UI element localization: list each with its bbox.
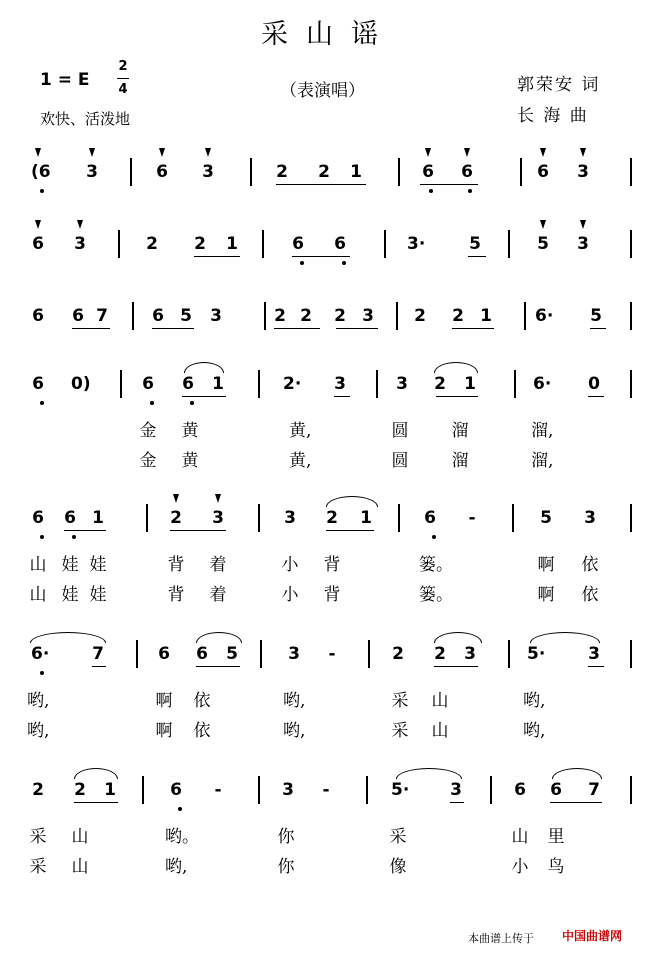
- note: 6: [64, 508, 76, 528]
- lyric-syllable: 背: [323, 555, 341, 575]
- slur: [184, 362, 224, 373]
- lyric-syllable: 娃: [89, 555, 107, 575]
- note: 6: [32, 374, 44, 394]
- note: 6·: [31, 644, 50, 664]
- note: 2: [326, 508, 338, 528]
- note: -: [468, 508, 476, 528]
- note: 5·: [527, 644, 546, 664]
- lower-octave-dot: [40, 671, 44, 675]
- beam-underline: [326, 530, 374, 531]
- beam-underline: [336, 328, 378, 329]
- note: 3: [584, 508, 596, 528]
- note: -: [328, 644, 336, 664]
- lower-octave-dot: [178, 807, 182, 811]
- lyric-syllable: 着: [209, 585, 227, 605]
- lyric-syllable: 哟,: [523, 691, 546, 711]
- note: 6: [514, 780, 526, 800]
- note: 3: [288, 644, 300, 664]
- note: 6: [424, 508, 436, 528]
- note: 6: [182, 374, 194, 394]
- note: 3: [202, 162, 214, 182]
- lyric-syllable: 采: [389, 827, 407, 847]
- note: 6·: [533, 374, 552, 394]
- note: 0): [71, 374, 91, 394]
- note: 5: [537, 234, 549, 254]
- beam-underline: [276, 184, 366, 185]
- accent-mark: [464, 148, 470, 157]
- lower-octave-dot: [300, 261, 304, 265]
- lower-octave-dot: [342, 261, 346, 265]
- note: 3: [284, 508, 296, 528]
- slur: [552, 768, 602, 779]
- note: 3: [74, 234, 86, 254]
- lyric-syllable: 背: [167, 555, 185, 575]
- bar-line: [142, 776, 144, 804]
- note: 3: [588, 644, 600, 664]
- bar-line: [630, 158, 632, 186]
- beam-underline: [274, 328, 320, 329]
- lyric-syllable: 你: [277, 857, 295, 877]
- slur: [30, 632, 106, 643]
- lower-octave-dot: [432, 535, 436, 539]
- lyric-syllable: 黄,: [289, 421, 312, 441]
- note: 6: [461, 162, 473, 182]
- lyric-syllable: 哟,: [27, 691, 50, 711]
- lyric-syllable: 黄: [181, 421, 199, 441]
- upload-note: 本曲谱上传于: [468, 932, 534, 945]
- lyric-syllable: 背: [167, 585, 185, 605]
- note: 2: [74, 780, 86, 800]
- lyric-syllable: 圆: [391, 451, 409, 471]
- lyric-syllable: 哟,: [283, 721, 306, 741]
- slur: [74, 768, 118, 779]
- note: 1: [360, 508, 372, 528]
- beam-underline: [590, 328, 606, 329]
- beam-underline: [450, 802, 464, 803]
- note: 5: [590, 306, 602, 326]
- note: 2: [318, 162, 330, 182]
- lyric-syllable: 采: [29, 857, 47, 877]
- lyric-syllable: 依: [581, 555, 599, 575]
- accent-mark: [215, 494, 221, 503]
- tempo-marking: 欢快、活泼地: [40, 110, 131, 128]
- note: 6: [32, 306, 44, 326]
- beam-underline: [194, 256, 240, 257]
- note: 2: [276, 162, 288, 182]
- bar-line: [366, 776, 368, 804]
- note: 3: [334, 374, 346, 394]
- note: 6: [156, 162, 168, 182]
- lyric-syllable: 篓。: [419, 585, 453, 605]
- note: 6: [142, 374, 154, 394]
- beam-underline: [182, 396, 226, 397]
- accent-mark: [173, 494, 179, 503]
- bar-line: [630, 230, 632, 258]
- beam-underline: [434, 666, 478, 667]
- lower-octave-dot: [40, 401, 44, 405]
- note: 2: [300, 306, 312, 326]
- beam-underline: [152, 328, 194, 329]
- lyric-syllable: 溜: [451, 421, 469, 441]
- note: 1: [92, 508, 104, 528]
- lyric-syllable: 小: [281, 555, 299, 575]
- note: 2: [334, 306, 346, 326]
- bar-line: [262, 230, 264, 258]
- bar-line: [524, 302, 526, 330]
- beam-underline: [588, 666, 604, 667]
- lyric-syllable: 依: [193, 721, 211, 741]
- bar-line: [630, 504, 632, 532]
- beam-underline: [334, 396, 350, 397]
- lyric-syllable: 娃: [61, 585, 79, 605]
- accent-mark: [35, 220, 41, 229]
- lyric-syllable: 鸟: [547, 857, 565, 877]
- lower-octave-dot: [40, 189, 44, 193]
- note: 3: [212, 508, 224, 528]
- bar-line: [514, 370, 516, 398]
- lyric-syllable: 篓。: [419, 555, 453, 575]
- bar-line: [630, 776, 632, 804]
- beam-underline: [550, 802, 602, 803]
- lyric-syllable: 你: [277, 827, 295, 847]
- beam-underline: [420, 184, 478, 185]
- lyric-syllable: 山: [71, 827, 89, 847]
- note: 3: [210, 306, 222, 326]
- bar-line: [264, 302, 266, 330]
- note: 5: [469, 234, 481, 254]
- bar-line: [250, 158, 252, 186]
- time-signature-bottom: 4: [118, 82, 128, 97]
- lyric-syllable: 溜,: [531, 421, 554, 441]
- accent-mark: [159, 148, 165, 157]
- accent-mark: [77, 220, 83, 229]
- note: 1: [464, 374, 476, 394]
- beam-underline: [436, 396, 478, 397]
- lyric-syllable: 采: [29, 827, 47, 847]
- accent-mark: [205, 148, 211, 157]
- note: 1: [350, 162, 362, 182]
- bar-line: [130, 158, 132, 186]
- lyric-syllable: 哟,: [165, 857, 188, 877]
- time-signature: [117, 56, 129, 101]
- beam-underline: [292, 256, 350, 257]
- lyric-syllable: 像: [389, 857, 407, 877]
- note: 3·: [407, 234, 426, 254]
- bar-line: [398, 504, 400, 532]
- lyric-syllable: 哟,: [283, 691, 306, 711]
- lyric-syllable: 依: [193, 691, 211, 711]
- note: 6: [32, 508, 44, 528]
- note: 0: [588, 374, 600, 394]
- note: 3: [577, 162, 589, 182]
- accent-mark: [540, 148, 546, 157]
- note: 3: [362, 306, 374, 326]
- lyric-syllable: 黄,: [289, 451, 312, 471]
- lower-octave-dot: [150, 401, 154, 405]
- lyric-syllable: 哟,: [27, 721, 50, 741]
- lyric-syllable: 里: [547, 827, 565, 847]
- note: 6: [158, 644, 170, 664]
- lyric-syllable: 山: [511, 827, 529, 847]
- lyric-syllable: 娃: [89, 585, 107, 605]
- note: -: [322, 780, 330, 800]
- accent-mark: [425, 148, 431, 157]
- lyric-syllable: 娃: [61, 555, 79, 575]
- bar-line: [398, 158, 400, 186]
- lower-octave-dot: [40, 535, 44, 539]
- bar-line: [512, 504, 514, 532]
- lyric-syllable: 啊: [537, 555, 555, 575]
- note: 6: [334, 234, 346, 254]
- bar-line: [258, 370, 260, 398]
- slur: [326, 496, 378, 507]
- bar-line: [146, 504, 148, 532]
- slur: [530, 632, 600, 643]
- note: 2: [194, 234, 206, 254]
- lyric-syllable: 溜,: [531, 451, 554, 471]
- note: 6: [537, 162, 549, 182]
- note: -: [214, 780, 222, 800]
- beam-underline: [170, 530, 226, 531]
- lyric-syllable: 溜: [451, 451, 469, 471]
- bar-line: [396, 302, 398, 330]
- note: 6: [32, 234, 44, 254]
- note: 1: [212, 374, 224, 394]
- lyric-syllable: 依: [581, 585, 599, 605]
- bar-line: [368, 640, 370, 668]
- accent-mark: [35, 148, 41, 157]
- lyric-syllable: 金: [139, 451, 157, 471]
- note: 1: [104, 780, 116, 800]
- site-logo: 中国曲谱网: [562, 929, 623, 943]
- note: 7: [92, 644, 104, 664]
- lower-octave-dot: [190, 401, 194, 405]
- note: 1: [226, 234, 238, 254]
- bar-line: [508, 230, 510, 258]
- lyric-syllable: 山: [431, 721, 449, 741]
- note: 1: [480, 306, 492, 326]
- lyric-syllable: 金: [139, 421, 157, 441]
- note: 3: [282, 780, 294, 800]
- lower-octave-dot: [429, 189, 433, 193]
- beam-underline: [196, 666, 240, 667]
- note: 2: [274, 306, 286, 326]
- bar-line: [490, 776, 492, 804]
- accent-mark: [580, 220, 586, 229]
- lower-octave-dot: [72, 535, 76, 539]
- slur: [434, 362, 478, 373]
- note: 6: [292, 234, 304, 254]
- bar-line: [520, 158, 522, 186]
- note: 6: [170, 780, 182, 800]
- bar-line: [384, 230, 386, 258]
- note: 2: [434, 374, 446, 394]
- note: 2: [392, 644, 404, 664]
- lower-octave-dot: [468, 189, 472, 193]
- lyric-syllable: 背: [323, 585, 341, 605]
- lyric-syllable: 黄: [181, 451, 199, 471]
- beam-underline: [74, 802, 118, 803]
- note: 5: [226, 644, 238, 664]
- lyric-syllable: 采: [391, 691, 409, 711]
- bar-line: [630, 302, 632, 330]
- lyricist-credit: 郭荣安 词: [517, 75, 601, 95]
- lyric-syllable: 采: [391, 721, 409, 741]
- note: 6: [422, 162, 434, 182]
- lyric-syllable: 山: [431, 691, 449, 711]
- lyric-syllable: 啊: [155, 721, 173, 741]
- lyric-syllable: 啊: [155, 691, 173, 711]
- lyric-syllable: 哟。: [165, 827, 199, 847]
- beam-underline: [452, 328, 494, 329]
- note: 5: [180, 306, 192, 326]
- note: 2·: [283, 374, 302, 394]
- note: 2: [434, 644, 446, 664]
- bar-line: [258, 776, 260, 804]
- beam-underline: [92, 666, 106, 667]
- page-title: 采山谣: [261, 19, 396, 50]
- note: 2: [170, 508, 182, 528]
- lyric-syllable: 圆: [391, 421, 409, 441]
- slur: [396, 768, 462, 779]
- note: 3: [464, 644, 476, 664]
- accent-mark: [540, 220, 546, 229]
- lyric-syllable: 哟,: [523, 721, 546, 741]
- performance-style: （表演唱）: [280, 81, 365, 101]
- note: 6: [72, 306, 84, 326]
- beam-underline: [64, 530, 106, 531]
- note: 2: [414, 306, 426, 326]
- note: 3: [450, 780, 462, 800]
- note: 6: [196, 644, 208, 664]
- bar-line: [260, 640, 262, 668]
- key-signature: 1 = E: [40, 70, 90, 90]
- note: 2: [32, 780, 44, 800]
- bar-line: [376, 370, 378, 398]
- bar-line: [120, 370, 122, 398]
- note: 7: [588, 780, 600, 800]
- beam-underline: [588, 396, 604, 397]
- lyric-syllable: 着: [209, 555, 227, 575]
- accent-mark: [89, 148, 95, 157]
- lyric-syllable: 山: [71, 857, 89, 877]
- note: 3: [577, 234, 589, 254]
- bar-line: [508, 640, 510, 668]
- bar-line: [136, 640, 138, 668]
- note: 6: [152, 306, 164, 326]
- note: 7: [96, 306, 108, 326]
- lyric-syllable: 小: [281, 585, 299, 605]
- bar-line: [630, 370, 632, 398]
- beam-underline: [72, 328, 110, 329]
- accent-mark: [580, 148, 586, 157]
- time-signature-top: 2: [118, 59, 128, 74]
- note: 5: [540, 508, 552, 528]
- lyric-syllable: 山: [29, 585, 47, 605]
- bar-line: [118, 230, 120, 258]
- lyric-syllable: 啊: [537, 585, 555, 605]
- slur: [196, 632, 242, 643]
- note: (6: [31, 162, 51, 182]
- note: 3: [396, 374, 408, 394]
- note: 2: [452, 306, 464, 326]
- note: 3: [86, 162, 98, 182]
- note: 6: [550, 780, 562, 800]
- note: 5·: [391, 780, 410, 800]
- lyric-syllable: 小: [511, 857, 529, 877]
- beam-underline: [468, 256, 486, 257]
- bar-line: [132, 302, 134, 330]
- note: 2: [146, 234, 158, 254]
- bar-line: [258, 504, 260, 532]
- lyric-syllable: 山: [29, 555, 47, 575]
- note: 6·: [535, 306, 554, 326]
- composer-credit: 长 海 曲: [517, 106, 589, 126]
- bar-line: [630, 640, 632, 668]
- slur: [434, 632, 482, 643]
